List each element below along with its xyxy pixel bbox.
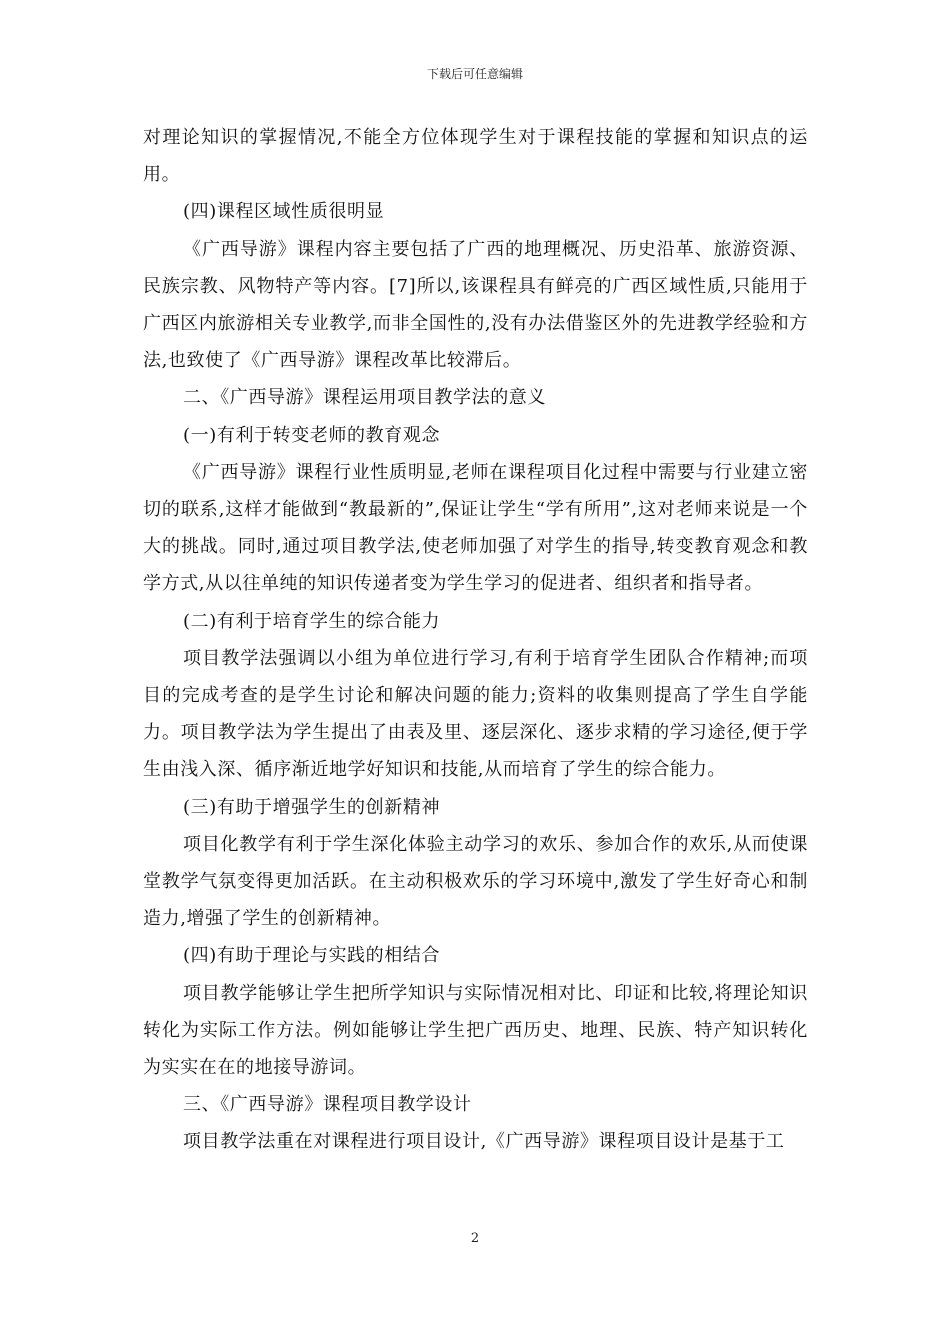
section-heading: (一)有利于转变老师的教育观念 bbox=[183, 424, 441, 446]
section-heading: (三)有助于增强学生的创新精神 bbox=[183, 796, 441, 818]
chapter-heading: 二、《广西导游》课程运用项目教学法的意义 bbox=[183, 387, 546, 409]
body-paragraph-continued: 对理论知识的掌握情况,不能全方位体现学生对于课程技能的掌握和知识点的运用。 bbox=[143, 127, 808, 186]
section-heading: (四)有助于理论与实践的相结合 bbox=[183, 945, 441, 967]
page-header: 下载后可任意编辑 bbox=[426, 67, 523, 81]
section-heading: (四)课程区域性质很明显 bbox=[183, 201, 385, 223]
page-number: 2 bbox=[470, 1231, 480, 1246]
body-paragraph: 项目教学能够让学生把所学知识与实际情况相对比、印证和比较,将理论知识转化为实际工作方法。例如能够让学生把广西历史、地理、民族、特产知识转化为实实在在的地接导游词。 bbox=[143, 982, 808, 1079]
body-paragraph: 《广西导游》课程内容主要包括了广西的地理概况、历史沿革、旅游资源、民族宗教、风物特产等内容。[7]所以,该课程具有鲜亮的广西区域性质,只能用于广西区内旅游相关专业教学,而非全国性的,没有办法借鉴区外的先进教学经验和方法,也致使了《广西导游》课程改革比较滞后。 bbox=[143, 238, 808, 372]
section-heading: (二)有利于培育学生的综合能力 bbox=[183, 610, 441, 632]
body-paragraph: 项目教学法重在对课程进行项目设计,《广西导游》课程项目设计是基于工 bbox=[183, 1131, 785, 1153]
body-paragraph: 项目教学法强调以小组为单位进行学习,有利于培育学生团队合作精神;而项目的完成考查的是学生讨论和解决问题的能力;资料的收集则提高了学生自学能力。项目教学法为学生提出了由表及里、逐层深化、逐步求精的学习途径,便于学生由浅入深、循序渐近地学好知识和技能,从而培育了学生的综合能力。 bbox=[143, 647, 808, 781]
chapter-heading: 三、《广西导游》课程项目教学设计 bbox=[183, 1094, 472, 1116]
body-paragraph: 《广西导游》课程行业性质明显,老师在课程项目化过程中需要与行业建立密切的联系,这样才能做到“教最新的”,保证让学生“学有所用”,这对老师来说是一个大的挑战。同时,通过项目教学法,使老师加强了对学生的指导,转变教育观念和教学方式,从以往单纯的知识传递者变为学生学习的促进者、组织者和指导者。 bbox=[143, 461, 808, 595]
body-paragraph: 项目化教学有利于学生深化体验主动学习的欢乐、参加合作的欢乐,从而使课堂教学气氛变得更加活跃。在主动积极欢乐的学习环境中,激发了学生好奇心和制造力,增强了学生的创新精神。 bbox=[143, 833, 808, 930]
document-body bbox=[143, 119, 808, 1161]
